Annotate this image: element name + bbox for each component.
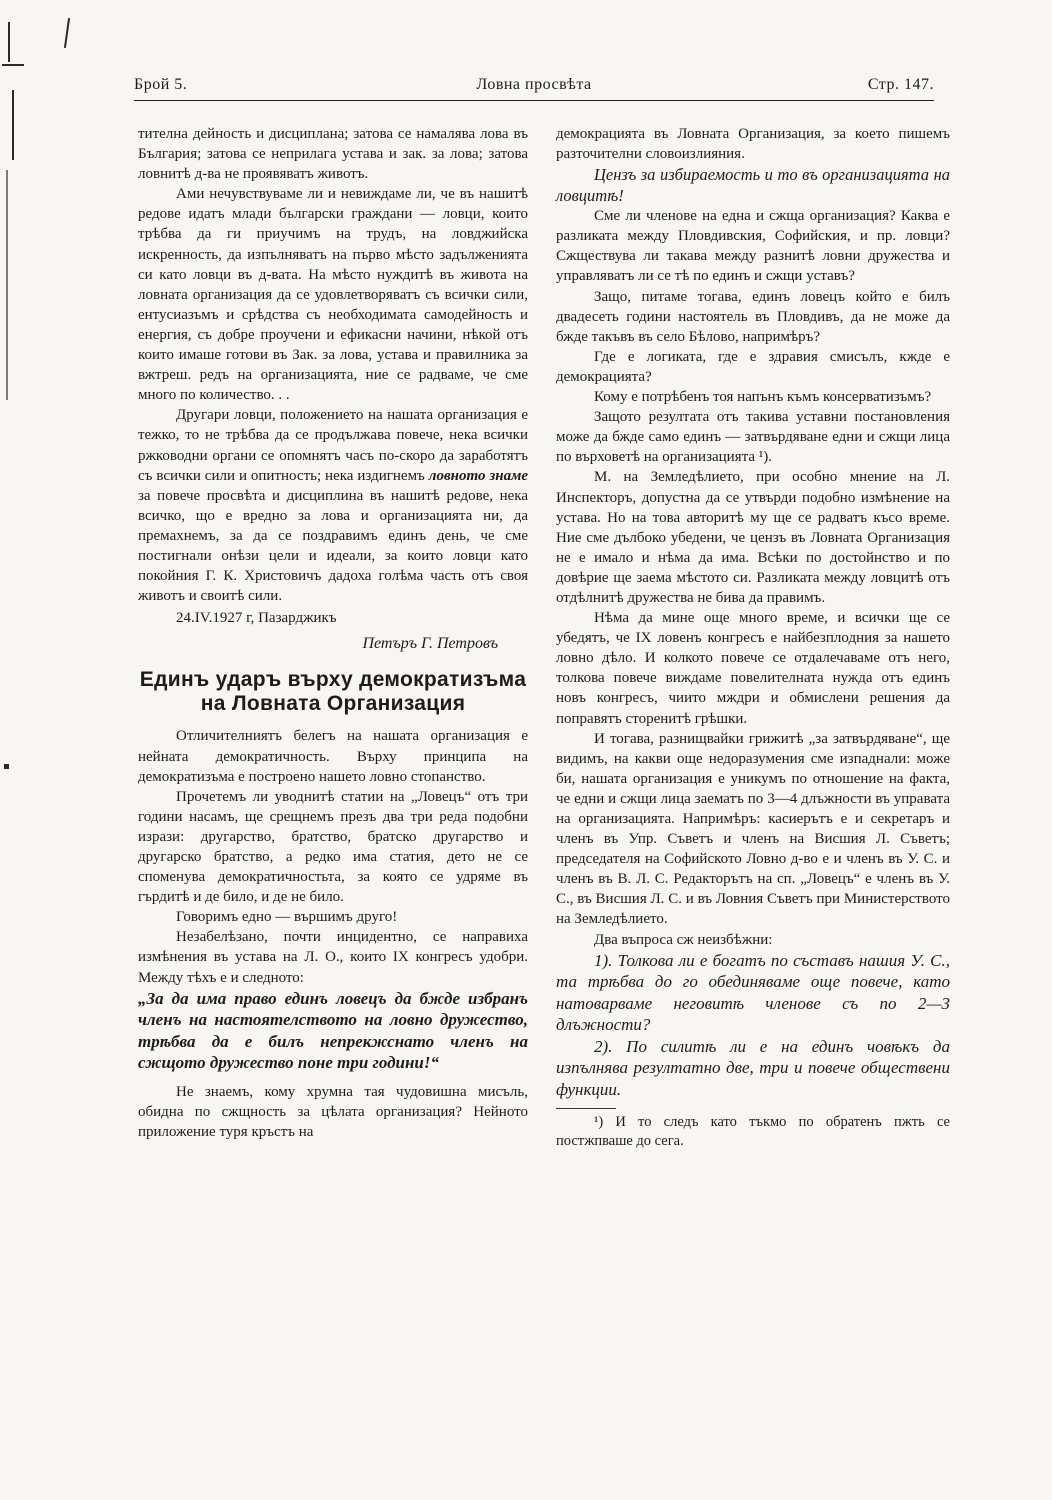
article-title: Единъ ударъ върху демократизъма на Ловната Организация	[139, 668, 527, 716]
paragraph-text: Другари ловци, положението на нашата организация е тежко, то не трѣбва да се продължава повече, нека всички ржководни органи се опомнятъ часъ по-скоро да заработятъ съ всички сили и опитность; нека издигнемъ	[138, 407, 528, 484]
paragraph: Защо, питаме тогава, единъ ловецъ който е билъ двадесеть години настоятель въ Пловдивъ, да не може да бжде такъвъ въ село Бѣлово, напримѣръ?	[556, 288, 950, 345]
scan-mark	[4, 764, 9, 769]
paragraph-text: за повече просвѣта и дисциплина въ нашитѣ редове, нека всичко, що е вредно за лова и организацията ни, да премахнемъ, за да се поздравимъ единъ день, че сме постигнали онѣзи цели и идеали, за които ловци като покойния Г. К. Христовичъ дадоха голѣма часть отъ своя животъ и своитѣ сили.	[138, 487, 528, 605]
page-number: Стр. 147.	[867, 76, 934, 93]
emphasis: ловното знаме	[428, 467, 529, 484]
issue-number: Брой 5.	[134, 76, 188, 93]
question-2: 2). По силитѣ ли е на единъ човѣкъ да изпълнява резултатно две, три и повече обществени функции.	[556, 1036, 950, 1099]
article-date: 24.IV.1927 г, Пазарджикъ	[176, 610, 337, 627]
paragraph: Нѣма да мине още много време, и всички ще се убедятъ, че IX ловенъ конгресъ е найбезплодния за нашето ловно дѣло. И колкото повече се отдалечаваме отъ него, толкова повече виждаме повелителната нужда отъ единъ новъ конгресъ, чиито мждри и обмислени решения да поправятъ сторенитѣ грѣшки.	[556, 610, 950, 727]
paragraph: демокрацията въ Ловната Организация, за което пишемъ разточителни словоизлияния.	[556, 126, 950, 163]
quoted-rule: „За да има право единъ ловецъ да бжде избранъ членъ на настоятелството на ловно дружество, трѣбва да е билъ непрекжснато членъ на сжщото дружество поне три години!“	[138, 988, 528, 1073]
scan-mark	[6, 170, 8, 400]
footnote: ¹) И то следъ като тъкмо по обратенъ пжть се постжпваше до сега.	[556, 1114, 950, 1150]
paragraph: Сме ли членове на една и сжща организация? Каква е разликата между Пловдивския, Софийския, и пр. ловци? Сжществува ли такава между разнитѣ ловни дружества и управляватъ ли се тѣ по единъ и сжщи уставъ?	[556, 208, 950, 285]
left-column	[138, 124, 528, 1142]
paragraph: Говоримъ едно — вършимъ друго!	[176, 909, 398, 926]
paragraph: И тогава, разнищвайки грижитѣ „за затвърдяване“, ще видимъ, на какви още недоразумения сме изпаднали: може би, нашата организация е уникумъ по отношение на факта, че едни и сжщи лица заематъ по 3—4 длъжности въ управата на организацията. Напримѣръ: касиерътъ е и секретаръ и членъ въ Упр. Съветъ и членъ на Висшия Л. Съветъ; председателя на Софийското Ловно д-во е и членъ въ У. С. и членъ въ В. Л. С. Редакторътъ на сп. „Ловецъ“ е членъ въ У. С., въ Висшия Л. С. и въ Ловния Съветъ при Министерството на Земледѣлието.	[556, 730, 950, 928]
page-header	[134, 76, 934, 100]
paragraph: Где е логиката, где е здравия смисълъ, кжде е демокрацията?	[556, 348, 950, 385]
right-column	[556, 124, 950, 1151]
paragraph: Не знаемъ, кому хрумна тая чудовишна мисъль, обидна по сжщность за цѣлата организация? Нейното приложение туря кръстъ на	[138, 1083, 528, 1140]
scan-mark	[12, 90, 14, 160]
paragraph: Защото резултата отъ такива уставни постановления може да бжде само единъ — затвърдяване едни и сжщи лица по върховетѣ на организацията ¹).	[556, 409, 950, 466]
scan-mark	[2, 64, 24, 66]
paragraph: Незабелѣзано, почти инцидентно, се направиха измѣнения въ устава на Л. О., които IX конгресъ удобри. Между тѣхъ е и следното:	[138, 929, 528, 986]
paragraph	[138, 405, 528, 606]
author-signature: Петъръ Г. Петровъ	[362, 635, 498, 653]
paragraph: М. на Земледѣлието, при особно мнение на Л. Инспекторъ, допустна да се утвърди подобно измѣнение на устава. Но на това авторитѣ му ще се радватъ късо време. Ние сме дълбоко убедени, че цензъ въ Ловната Организация не е имало и нѣма да има. Всѣки по достойнство и по довѣрие ще заема мѣстото си. Разликата между ловцитѣ отъ отдѣлнитѣ дружества не бива да правимъ.	[556, 469, 950, 606]
section-heading: Цензъ за избираемость и то въ организацията на ловцитѣ!	[556, 165, 950, 206]
paragraph: тителна дейность и дисциплана; затова се намалява лова въ България; затова се неприлага устава и зак. за лова; затова ловнитѣ д-ва не проявяватъ животъ.	[138, 126, 528, 183]
question-1: 1). Толкова ли е богатъ по съставъ нашия У. С., та трѣбва до го обединяваме още повече, като натоварваме неговитѣ членове съ по 2—3 длъжности?	[556, 950, 950, 1035]
header-rule	[134, 100, 934, 101]
paragraph: Два въпроса сж неизбѣжни:	[594, 931, 773, 948]
footnote-rule	[556, 1108, 616, 1109]
journal-title: Ловна просвѣта	[476, 76, 592, 93]
scan-mark	[8, 22, 10, 62]
paragraph: Прочетемъ ли уводнитѣ статии на „Ловецъ“ отъ три години насамъ, ще срещнемъ презъ два три реда подобни изрази: другарство, братство, братско другарство и другарско братство, а редко има статия, дето не се споменува демократичностьта, за която се удряме въ гърдитѣ и де било, и де не било.	[138, 788, 528, 906]
scan-mark	[64, 18, 70, 48]
paragraph: Кому е потрѣбенъ тоя напънъ къмъ консерватизъмъ?	[594, 389, 932, 406]
paragraph: Отличителниятъ белегъ на нашата организация е нейната демократичность. Върху принципа на демократизъма е построено нашето ловно стопанство.	[138, 728, 528, 785]
paragraph: Ами нечувствуваме ли и невиждаме ли, че въ нашитѣ редове идатъ млади български граждани — ловци, които трѣбва да ги приучимъ на трудъ, на ловджийска искренность, да изпълняватъ на първо мѣсто задълженията си като ловци въ д-вата. На мѣсто нуждитѣ въ живота на ловната организация да се удовлетворяватъ съ всички сили, ентусиазъмъ и срѣдства съ необходимата самодейность и енергия, съ добре проучени и ефикасни начини, нѣкой отъ които имаше готови въ Зак. за лова, устава и правилника за вжтреш. редъ на организацията, ние се радваме, че сме много по количество. . .	[138, 186, 528, 404]
